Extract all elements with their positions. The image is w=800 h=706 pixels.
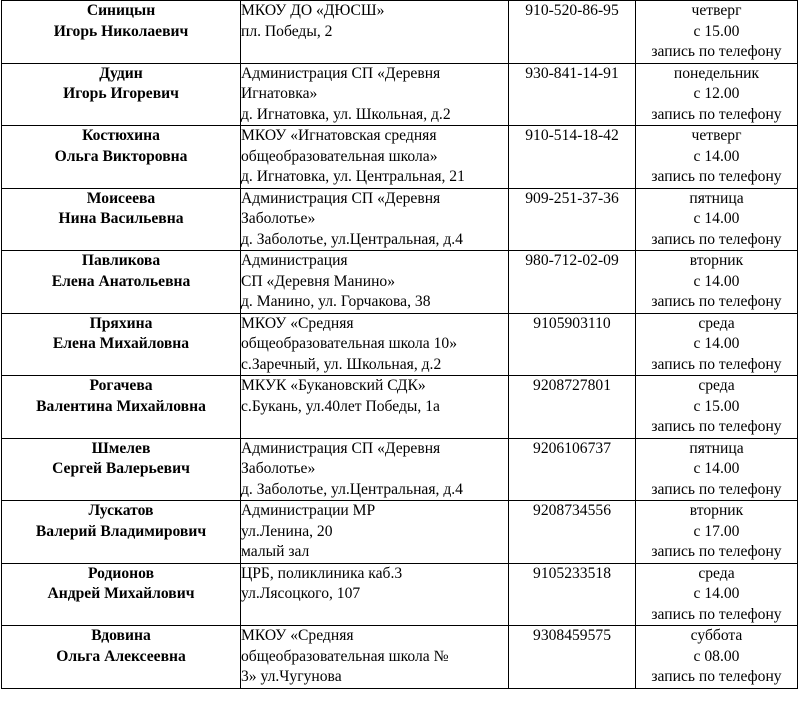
table-row xyxy=(2,563,798,626)
phone-number[interactable]: 910-514-18-42 xyxy=(525,127,619,144)
location-line-2: пл. Победы, 2 xyxy=(241,22,333,40)
person-given-names: Валерий Владимирович xyxy=(35,522,207,540)
reception-time: с 08.00 xyxy=(693,647,740,665)
location-line-3: с.Заречный, ул. Школьная, д.2 xyxy=(241,355,442,373)
person-cell xyxy=(2,188,241,251)
phone-number[interactable]: 910-520-86-95 xyxy=(525,2,619,19)
location-line-2: ул.Ленина, 20 xyxy=(241,522,333,540)
location-cell xyxy=(241,563,509,626)
phone-cell xyxy=(509,63,636,126)
reception-day: пятница xyxy=(689,189,744,207)
phone-cell xyxy=(509,251,636,314)
person-given-names: Нина Васильевна xyxy=(58,210,184,227)
reception-time: с 14.00 xyxy=(693,210,740,227)
table-row xyxy=(2,251,798,314)
location-line-1: Администрации МР xyxy=(241,502,376,519)
person-cell xyxy=(2,313,241,376)
table-row xyxy=(2,1,798,64)
location-line-1: МКОУ «Средняя xyxy=(241,627,354,644)
location-cell xyxy=(241,376,509,439)
location-line-1: ЦРБ, поликлиника каб.3 xyxy=(241,564,403,582)
reception-time: с 14.00 xyxy=(693,335,740,352)
person-surname: Пряхина xyxy=(89,314,153,332)
reception-note: запись по телефону xyxy=(651,480,782,498)
location-cell xyxy=(241,313,509,376)
reception-note: запись по телефону xyxy=(651,105,782,123)
location-line-1: МКОУ ДО «ДЮСШ» xyxy=(241,2,385,19)
location-line-2: Игнатовка» xyxy=(241,85,318,102)
location-line-2: Заболотье» xyxy=(241,460,316,477)
location-line-2: общеобразовательная школа № xyxy=(241,647,449,665)
location-line-3: д. Игнатовка, ул. Школьная, д.2 xyxy=(241,105,451,123)
person-cell xyxy=(2,438,241,501)
person-cell xyxy=(2,563,241,626)
phone-cell xyxy=(509,563,636,626)
table-row xyxy=(2,376,798,439)
location-line-1: Администрация СП «Деревня xyxy=(241,189,441,207)
location-line-3: д. Заболотье, ул.Центральная, д.4 xyxy=(241,230,463,248)
person-surname: Синицын xyxy=(86,2,156,19)
reception-time: с 15.00 xyxy=(693,397,740,415)
reception-note: запись по телефону xyxy=(651,293,782,310)
location-cell xyxy=(241,626,509,689)
phone-number[interactable]: 909-251-37-36 xyxy=(525,189,619,207)
phone-number[interactable]: 9105903110 xyxy=(533,314,611,332)
person-given-names: Игорь Николаевич xyxy=(53,22,189,40)
person-given-names: Игорь Игоревич xyxy=(63,85,179,102)
person-surname: Вдовина xyxy=(91,627,151,644)
person-surname: Рогачева xyxy=(89,377,153,394)
person-surname: Лускатов xyxy=(88,502,154,519)
reception-day: четверг xyxy=(691,127,742,144)
location-cell xyxy=(241,438,509,501)
location-cell xyxy=(241,501,509,564)
person-cell xyxy=(2,251,241,314)
reception-day: среда xyxy=(698,314,735,332)
reception-time-cell xyxy=(636,438,798,501)
person-given-names: Ольга Викторовна xyxy=(54,147,188,165)
reception-time-cell xyxy=(636,563,798,626)
phone-cell xyxy=(509,313,636,376)
person-given-names: Елена Михайловна xyxy=(52,335,190,352)
phone-cell xyxy=(509,1,636,64)
location-line-1: МКУК «Букановский СДК» xyxy=(241,377,426,394)
person-surname: Шмелев xyxy=(91,439,151,457)
reception-note: запись по телефону xyxy=(651,605,782,623)
phone-cell xyxy=(509,438,636,501)
reception-day: вторник xyxy=(689,502,744,519)
reception-day: понедельник xyxy=(673,64,760,82)
person-surname: Костюхина xyxy=(82,127,160,144)
person-given-names: Сергей Валерьевич xyxy=(52,460,190,477)
phone-cell xyxy=(509,626,636,689)
schedule-body xyxy=(2,1,798,689)
location-line-2: ул.Лясоцкого, 107 xyxy=(241,585,361,602)
reception-time-cell xyxy=(636,126,798,189)
location-line-3: д. Манино, ул. Горчакова, 38 xyxy=(241,293,431,310)
location-line-2: с.Букань, ул.40лет Победы, 1а xyxy=(241,397,440,415)
phone-cell xyxy=(509,188,636,251)
table-row xyxy=(2,313,798,376)
location-cell xyxy=(241,1,509,64)
table-row xyxy=(2,63,798,126)
person-surname: Родионов xyxy=(88,564,154,582)
reception-day: вторник xyxy=(689,252,744,269)
phone-cell xyxy=(509,501,636,564)
reception-time-cell xyxy=(636,188,798,251)
person-cell xyxy=(2,376,241,439)
reception-time-cell xyxy=(636,501,798,564)
reception-time-cell xyxy=(636,63,798,126)
phone-number[interactable]: 9208727801 xyxy=(533,377,611,394)
reception-note: запись по телефону xyxy=(651,43,782,60)
phone-number[interactable]: 9105233518 xyxy=(533,564,611,582)
person-given-names: Валентина Михайловна xyxy=(36,397,206,415)
person-surname: Дудин xyxy=(99,64,143,82)
person-cell xyxy=(2,1,241,64)
table-row xyxy=(2,626,798,689)
phone-cell xyxy=(509,126,636,189)
reception-day: среда xyxy=(698,377,735,394)
person-cell xyxy=(2,63,241,126)
table-row xyxy=(2,438,798,501)
reception-schedule-table xyxy=(1,0,798,689)
reception-note: запись по телефону xyxy=(651,355,782,373)
location-line-2: общеобразовательная школа» xyxy=(241,147,438,165)
location-cell xyxy=(241,188,509,251)
location-line-1: МКОУ «Средняя xyxy=(241,314,354,332)
reception-note: запись по телефону xyxy=(651,543,782,560)
reception-time-cell xyxy=(636,376,798,439)
location-line-3: малый зал xyxy=(241,543,310,560)
table-row xyxy=(2,501,798,564)
location-cell xyxy=(241,63,509,126)
reception-time-cell xyxy=(636,626,798,689)
phone-number[interactable]: 980-712-02-09 xyxy=(525,252,619,269)
location-line-1: МКОУ «Игнатовская средняя xyxy=(241,127,437,144)
reception-time-cell xyxy=(636,1,798,64)
reception-note: запись по телефону xyxy=(651,668,782,685)
phone-cell xyxy=(509,376,636,439)
phone-number[interactable]: 9208734556 xyxy=(533,502,611,519)
person-surname: Моисеева xyxy=(86,189,156,207)
reception-day: четверг xyxy=(691,2,742,19)
reception-time: с 14.00 xyxy=(693,147,740,165)
reception-note: запись по телефону xyxy=(651,168,782,185)
reception-time-cell xyxy=(636,313,798,376)
reception-time: с 14.00 xyxy=(693,460,740,477)
location-line-1: Администрация СП «Деревня xyxy=(241,439,441,457)
person-surname: Павликова xyxy=(81,252,161,269)
person-cell xyxy=(2,626,241,689)
table-row xyxy=(2,126,798,189)
phone-number[interactable]: 9206106737 xyxy=(533,439,611,457)
person-cell xyxy=(2,126,241,189)
phone-number[interactable]: 930-841-14-91 xyxy=(525,64,619,82)
phone-number[interactable]: 9308459575 xyxy=(533,627,611,644)
person-given-names: Елена Анатольевна xyxy=(51,272,191,290)
location-cell xyxy=(241,251,509,314)
reception-time: с 17.00 xyxy=(693,522,740,540)
location-line-3: д. Игнатовка, ул. Центральная, 21 xyxy=(241,168,465,185)
reception-note: запись по телефону xyxy=(651,418,782,435)
reception-day: среда xyxy=(698,564,735,582)
table-row xyxy=(2,188,798,251)
location-line-2: СП «Деревня Манино» xyxy=(241,272,396,290)
person-cell xyxy=(2,501,241,564)
reception-time: с 14.00 xyxy=(693,585,740,602)
reception-note: запись по телефону xyxy=(651,230,782,248)
person-given-names: Ольга Алексеевна xyxy=(56,647,186,665)
location-line-1: Администрация xyxy=(241,252,348,269)
location-cell xyxy=(241,126,509,189)
location-line-3: 3» ул.Чугунова xyxy=(241,668,342,685)
reception-time-cell xyxy=(636,251,798,314)
reception-day: пятница xyxy=(689,439,744,457)
location-line-3: д. Заболотье, ул.Центральная, д.4 xyxy=(241,480,463,498)
location-line-1: Администрация СП «Деревня xyxy=(241,64,441,82)
reception-time: с 15.00 xyxy=(693,22,740,40)
person-given-names: Андрей Михайлович xyxy=(47,585,195,602)
location-line-2: Заболотье» xyxy=(241,210,316,227)
reception-day: суббота xyxy=(690,627,743,644)
reception-time: с 12.00 xyxy=(693,85,740,102)
reception-time: с 14.00 xyxy=(693,272,740,290)
location-line-2: общеобразовательная школа 10» xyxy=(241,335,457,352)
